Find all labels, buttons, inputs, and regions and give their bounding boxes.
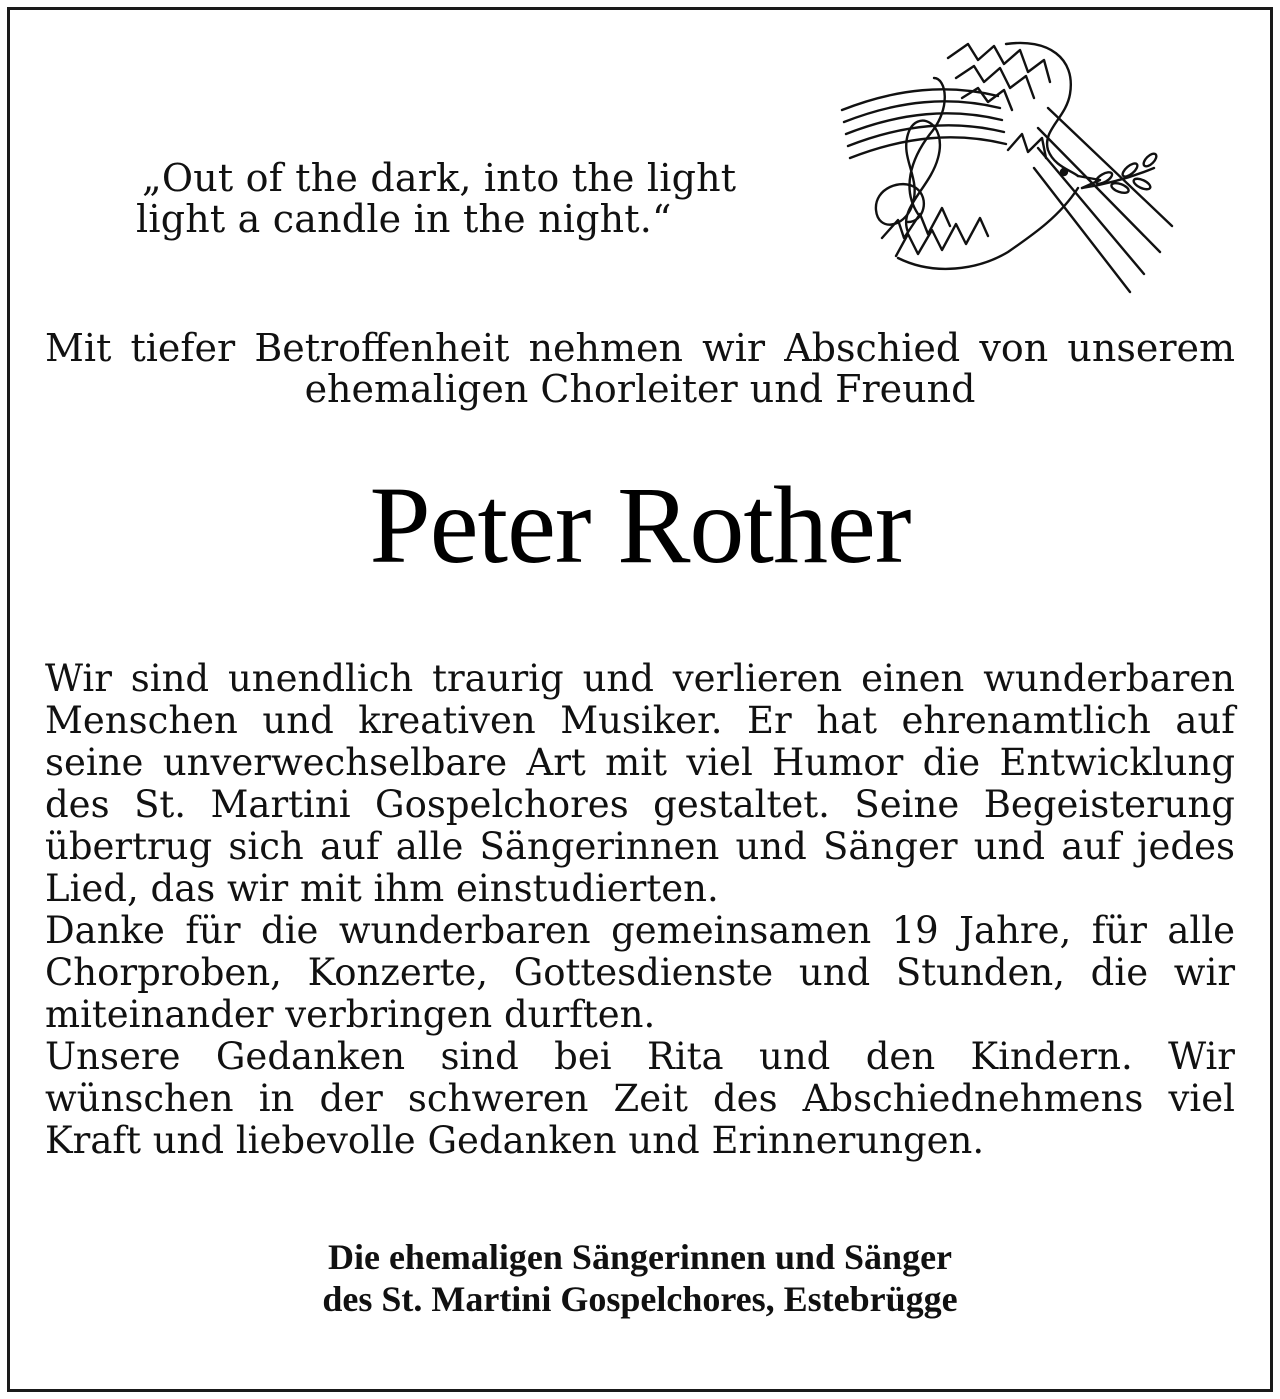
message-body	[45, 658, 1235, 1162]
quote-block	[136, 158, 796, 240]
quote-line: light a candle in the night.“	[136, 197, 672, 241]
message-paragraph: Wir sind unendlich traurig und verlieren einen wunderbaren Menschen und kreativen Musiker. Er hat ehrenamtlich auf seine unverwechselbare Art mit viel Humor die Entwicklung des St. Martini Gospelchores gestaltet. Seine Begeisterung übertrug sich auf alle Sängerinnen und Sänger und auf jedes Lied, das wir mit ihm einstudierten.	[45, 657, 1235, 910]
intro-line: ehemaligen Chorleiter und Freund	[304, 367, 976, 411]
deceased-name: Peter Rother	[369, 464, 911, 586]
signature-line: Die ehemaligen Sängerinnen und Sänger	[327, 1237, 953, 1277]
quote-line: „Out of the dark, into the light	[142, 156, 737, 200]
signature-block	[0, 1236, 1280, 1320]
message-paragraph: Unsere Gedanken sind bei Rita und den Kindern. Wir wünschen in der schweren Zeit des Abschiednehmens viel Kraft und liebevolle Gedanken und Erinnerungen.	[45, 1035, 1235, 1162]
signature-line: des St. Martini Gospelchores, Estebrügge	[322, 1279, 958, 1319]
intro-text	[45, 328, 1235, 410]
intro-line: Mit tiefer Betroffenheit nehmen wir Abschied von unserem	[45, 326, 1235, 370]
dove-with-treble-clef-icon	[838, 38, 1178, 300]
message-paragraph: Danke für die wunderbaren gemeinsamen 19 Jahre, für alle Chorproben, Konzerte, Gottesdienste und Stunden, die wir miteinander verbringen durften.	[45, 909, 1235, 1036]
